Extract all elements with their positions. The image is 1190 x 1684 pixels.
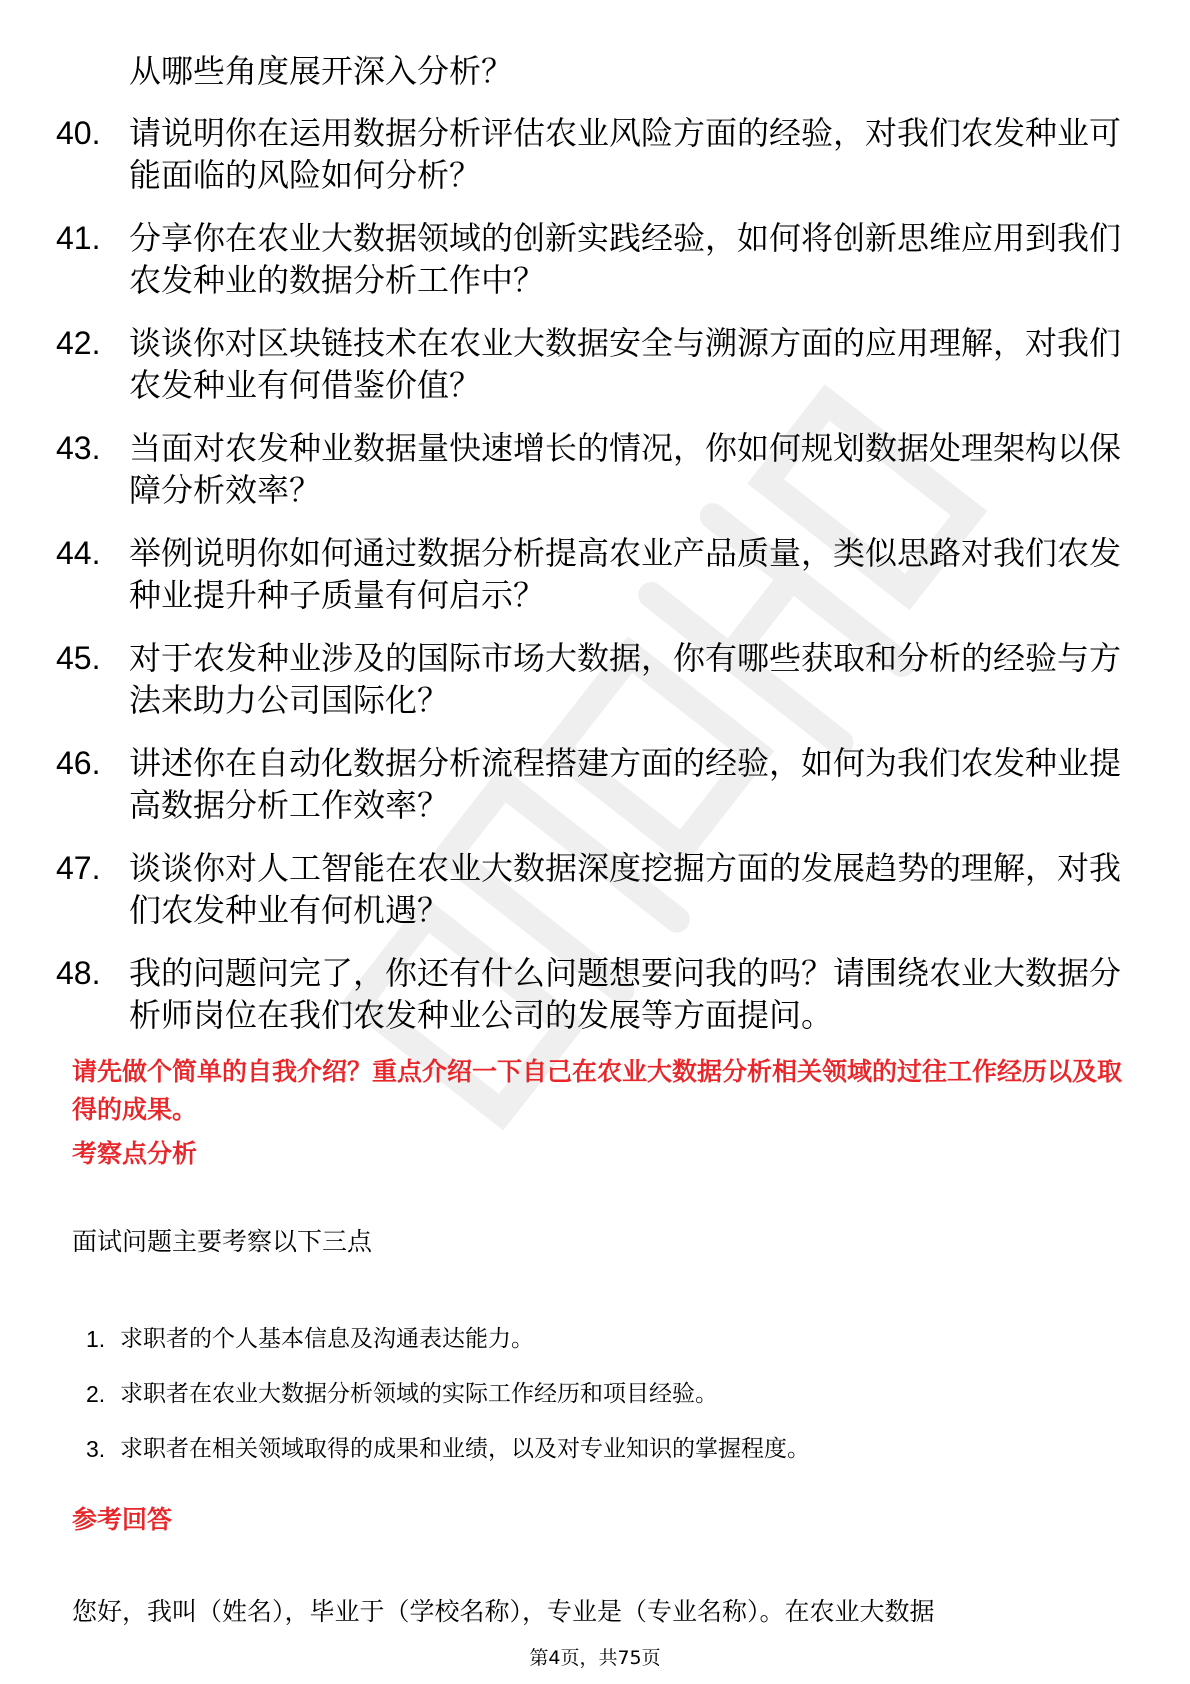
question-item (56, 637, 1126, 721)
point-text: 求职者在农业大数据分析领域的实际工作经历和项目经验。 (120, 1381, 718, 1407)
point-text: 求职者在相关领域取得的成果和业绩，以及对专业知识的掌握程度。 (120, 1436, 810, 1462)
analysis-points (86, 1323, 810, 1488)
question-item (56, 322, 1126, 406)
question-text: 请说明你在运用数据分析评估农业风险方面的经验，对我们农发种业可能面临的风险如何分析？ (129, 114, 1122, 194)
question-item (56, 847, 1126, 931)
question-text: 举例说明你如何通过数据分析提高农业产品质量，类似思路对我们农发种业提升种子质量有何启示？ (129, 534, 1122, 614)
point-number: 3. (86, 1436, 106, 1462)
question-number: 40. (56, 115, 101, 151)
analysis-point (86, 1378, 810, 1410)
question-text: 谈谈你对区块链技术在农业大数据安全与溯源方面的应用理解，对我们农发种业有何借鉴价值？ (129, 324, 1122, 404)
question-39-continuation: 从哪些角度展开深入分析？ (129, 52, 514, 90)
answer-text: 您好，我叫（姓名），毕业于（学校名称），专业是（专业名称）。在农业大数据 (72, 1597, 935, 1626)
question-text: 当面对农发种业数据量快速增长的情况，你如何规划数据处理架构以保障分析效率？ (129, 429, 1122, 509)
point-number: 2. (86, 1381, 106, 1407)
highlight-question: 请先做个简单的自我介绍？重点介绍一下自己在农业大数据分析相关领域的过往工作经历以及取得的成果。 (72, 1057, 1123, 1124)
question-number: 46. (56, 745, 101, 781)
question-number: 48. (56, 955, 101, 991)
question-text: 对于农发种业涉及的国际市场大数据，你有哪些获取和分析的经验与方法来助力公司国际化？ (129, 639, 1122, 719)
analysis-intro: 面试问题主要考察以下三点 (72, 1227, 373, 1256)
question-number: 47. (56, 850, 101, 886)
question-item (56, 217, 1126, 301)
question-number: 42. (56, 325, 101, 361)
question-item (56, 427, 1126, 511)
question-text: 我的问题问完了，你还有什么问题想要问我的吗？请围绕农业大数据分析师岗位在我们农发种业公司的发展等方面提问。 (129, 954, 1122, 1034)
question-number: 43. (56, 430, 101, 466)
answer-title: 参考回答 (72, 1505, 173, 1534)
question-text: 分享你在农业大数据领域的创新实践经验，如何将创新思维应用到我们农发种业的数据分析工作中？ (129, 219, 1122, 299)
analysis-title: 考察点分析 (72, 1139, 198, 1168)
point-number: 1. (86, 1326, 106, 1352)
question-item (56, 742, 1126, 826)
analysis-point (86, 1323, 810, 1355)
question-number: 45. (56, 640, 101, 676)
question-number: 41. (56, 220, 101, 256)
question-item (56, 532, 1126, 616)
question-text: 谈谈你对人工智能在农业大数据深度挖掘方面的发展趋势的理解，对我们农发种业有何机遇？ (129, 849, 1122, 929)
question-list (56, 112, 1126, 1057)
point-text: 求职者的个人基本信息及沟通表达能力。 (120, 1326, 534, 1352)
analysis-point (86, 1433, 810, 1465)
question-number: 44. (56, 535, 101, 571)
page-footer: 第4页，共75页 (529, 1647, 661, 1669)
question-text: 讲述你在自动化数据分析流程搭建方面的经验，如何为我们农发种业提高数据分析工作效率？ (129, 744, 1122, 824)
question-item (56, 112, 1126, 196)
question-item (56, 952, 1126, 1036)
